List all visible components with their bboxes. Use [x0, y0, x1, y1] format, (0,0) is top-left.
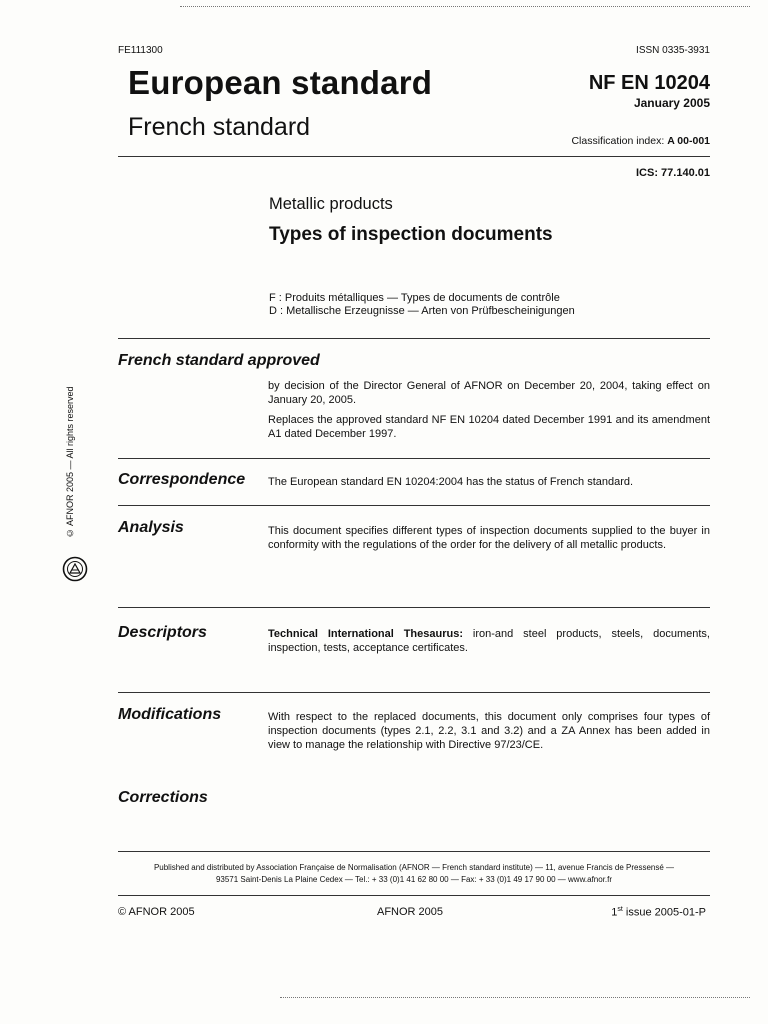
document-code: FE111300	[118, 45, 163, 56]
section-heading-approved: French standard approved	[118, 352, 320, 369]
classification-index	[571, 135, 710, 147]
translation-german: D : Metallische Erzeugnisse — Arten von Prüfbescheinigungen	[269, 305, 575, 317]
scan-artifact-top	[180, 6, 750, 7]
divider	[118, 851, 710, 852]
ics-code: ICS: 77.140.01	[636, 167, 710, 179]
copyright-vertical: © AFNOR 2005 — All rights reserved	[65, 386, 75, 538]
descriptors-value: iron-and steel products, steels, documents, inspection, tests, acceptance certificates.	[268, 628, 710, 654]
analysis-text: This document specifies different types of inspection documents supplied to the buyer in conformity with the regulations of the order for the delivery of all metallic products.	[268, 525, 710, 551]
section-heading-modifications: Modifications	[118, 706, 222, 723]
translation-french: F : Produits métalliques — Types de documents de contrôle	[269, 292, 560, 304]
publisher-line-1: Published and distributed by Association Française de Normalisation (AFNOR — French standard institute) — 11, avenue Francis de Pressensé —	[153, 863, 675, 872]
divider	[118, 156, 710, 157]
classification-value: A 00-001	[667, 135, 710, 147]
publisher-line-2: 93571 Saint-Denis La Plaine Cedex — Tel.: + 33 (0)1 41 62 80 00 — Fax: + 33 (0)1 49 17 90 00 — www.afnor.fr	[215, 875, 613, 884]
issue-suffix: st	[617, 906, 623, 913]
issue-number: 1	[611, 906, 618, 919]
publisher-info	[118, 862, 710, 886]
divider	[118, 505, 710, 506]
footer-issue	[611, 906, 706, 919]
afnor-seal-icon	[62, 556, 88, 582]
divider	[118, 607, 710, 608]
page-subtitle: French standard	[128, 113, 311, 141]
classification-label: Classification index:	[571, 135, 665, 147]
document-topic: Metallic products	[269, 195, 393, 213]
descriptors-label: Technical International Thesaurus:	[268, 628, 464, 640]
section-heading-descriptors: Descriptors	[118, 624, 207, 641]
section-heading-correspondence: Correspondence	[118, 471, 246, 488]
divider	[118, 458, 710, 459]
approved-paragraph-1: by decision of the Director General of AFNOR on December 20, 2004, taking effect on January 20, 2005.	[268, 380, 710, 406]
section-heading-analysis: Analysis	[118, 519, 184, 536]
issue-text: issue 2005-01-P	[625, 906, 706, 919]
descriptors-text	[268, 627, 710, 655]
divider	[118, 692, 710, 693]
standard-number: NF EN 10204	[588, 72, 710, 94]
issn: ISSN 0335-3931	[636, 45, 710, 56]
footer-copyright: © AFNOR 2005	[118, 906, 195, 918]
section-heading-corrections: Corrections	[118, 789, 208, 806]
approved-paragraph-2: Replaces the approved standard NF EN 10204 dated December 1991 and its amendment A1 dated December 1997.	[268, 414, 710, 440]
page-title: European standard	[128, 64, 433, 101]
modifications-text: With respect to the replaced documents, this document only comprises four types of inspection documents (types 2.1, 2.2, 3.1 and 3.2) and a ZA Annex has been added in view to manage the relationship with Directive 97/23/CE.	[268, 711, 710, 751]
correspondence-text: The European standard EN 10204:2004 has the status of French standard.	[268, 476, 634, 488]
divider	[118, 895, 710, 896]
document-title: Types of inspection documents	[269, 224, 553, 245]
scan-artifact-bottom	[280, 997, 750, 998]
publication-date: January 2005	[633, 96, 710, 110]
footer-center: AFNOR 2005	[377, 906, 444, 918]
divider	[118, 338, 710, 339]
